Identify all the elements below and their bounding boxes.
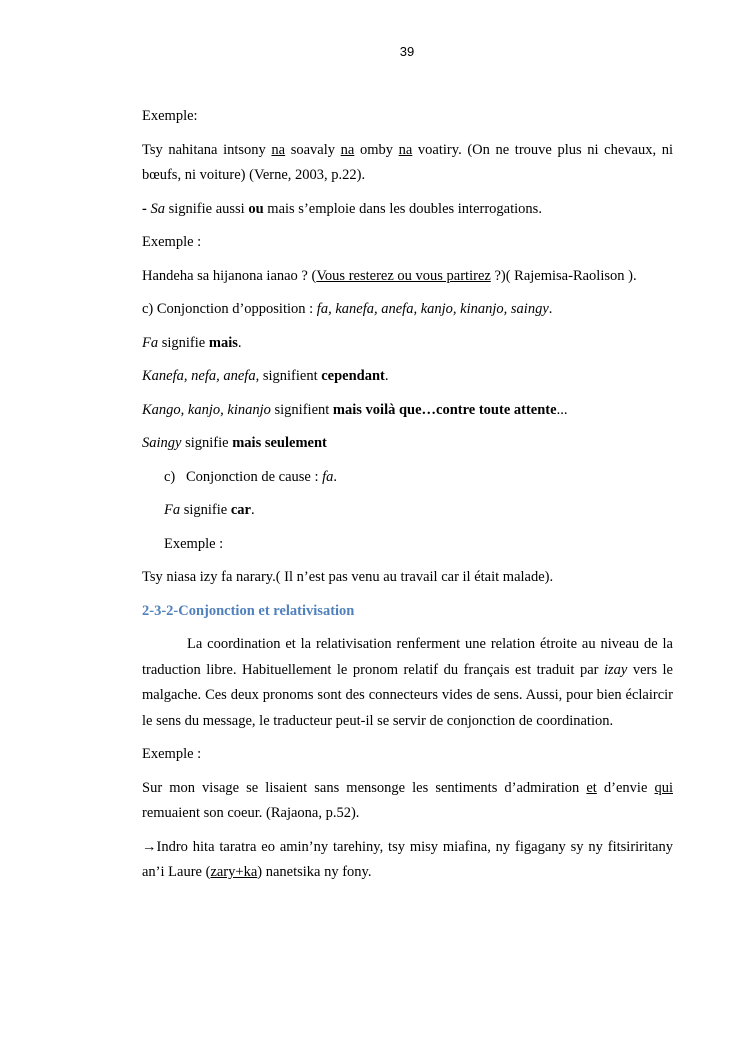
kango-definition: Kango, kanjo, kinanjo signifient mais voilà que…contre toute attente...: [142, 401, 568, 418]
sa-definition: - Sa signifie aussi ou mais s’emploie dans les doubles interrogations.: [142, 200, 542, 217]
example-sentence: Sur mon visage se lisaient sans mensonge les sentiments d’admiration et d’envie qui remuaient son coeur. (Rajaona, p.52).: [142, 779, 673, 821]
cause-list-item: c) Conjonction de cause : fa.: [164, 468, 338, 485]
example-label: Exemple :: [164, 535, 224, 552]
page-number: 39: [399, 44, 415, 59]
opposition-line: c) Conjonction d’opposition : fa, kanefa, anefa, kanjo, kinanjo, saingy.: [142, 301, 553, 317]
translation-sentence: →Indro hita taratra eo amin’ny tarehiny, tsy misy miafina, ny figagany sy ny fitsiriritany an’i Laure (zary+ka) nanetsika ny fony.: [142, 838, 673, 880]
saingy-definition: Saingy signifie mais seulement: [142, 435, 327, 451]
body-paragraph: La coordination et la relativisation renferment une relation étroite au niveau de la traduction libre. Habituellement le pronom relatif du français est traduit par izay vers le malgache. Ces deux pronoms sont des connecteurs vides de sens. Aussi, pour bien éclaircir le sens du message, le traducteur peut-il se servir de conjonction de coordination.: [142, 636, 673, 729]
section-heading: 2-3-2-Conjonction et relativisation: [142, 602, 355, 619]
example-sentence: Tsy niasa izy fa narary.( Il n’est pas venu au travail car il était malade).: [142, 569, 554, 585]
fa-mais-definition: Fa signifie mais.: [142, 334, 242, 351]
kanefa-definition: Kanefa, nefa, anefa, signifient cependant.: [142, 368, 389, 384]
document-body: [142, 104, 673, 894]
example-label: Exemple :: [142, 746, 202, 762]
example-sentence: Handeha sa hijanona ianao ? (Vous resterez ou vous partirez ?)( Rajemisa-Raolison ).: [142, 267, 637, 284]
example-sentence: Tsy nahitana intsony na soavaly na omby na voatiry. (On ne trouve plus ni chevaux, ni bœufs, ni voiture) (Verne, 2003, p.22).: [142, 141, 673, 183]
example-label: Exemple :: [142, 234, 202, 250]
fa-car-definition: Fa signifie car.: [164, 502, 255, 518]
example-label: Exemple:: [142, 108, 198, 124]
